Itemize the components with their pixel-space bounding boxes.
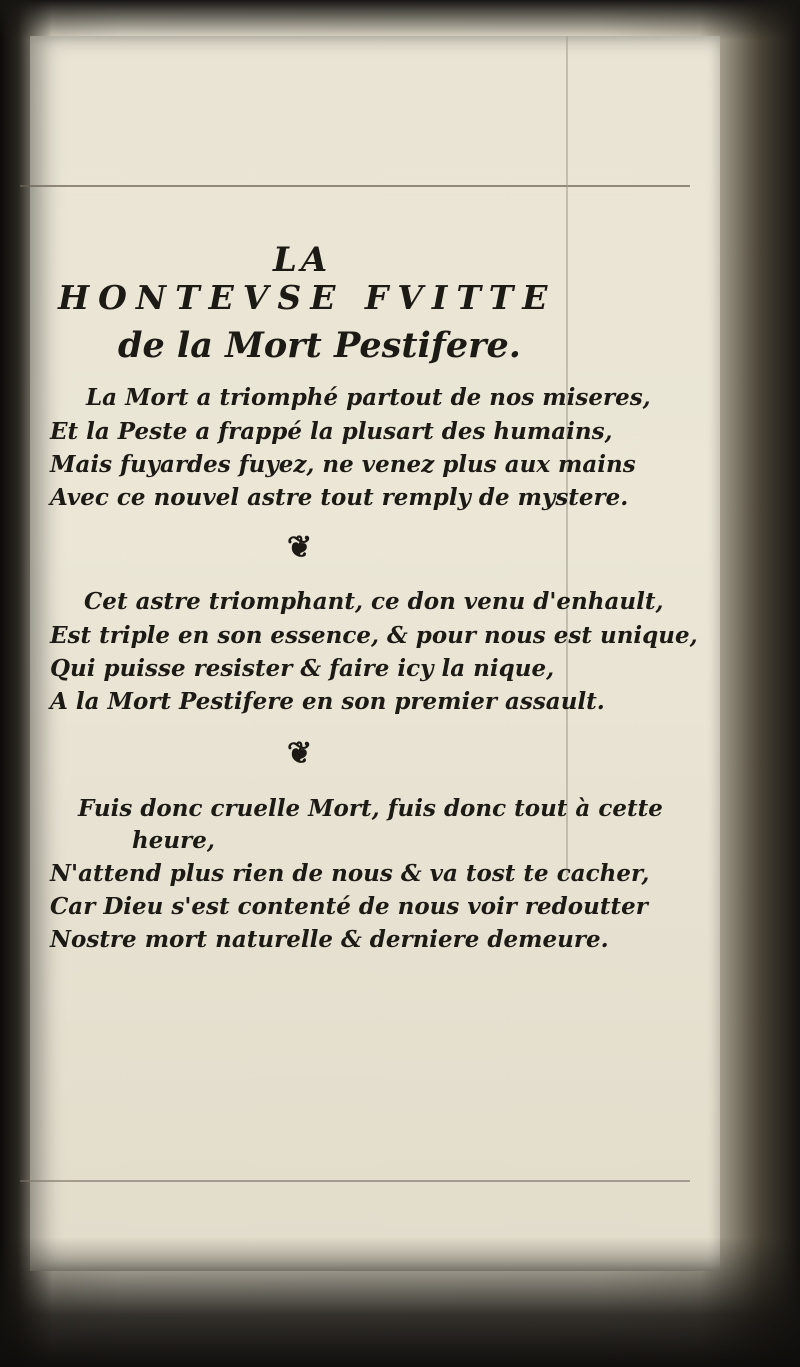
stanza-2-line-4: A la Mort Pestifere en son premier assault. [50,688,605,715]
page-title: HONTEVSE FVITTE [58,278,557,317]
book-top-shadow [0,0,800,40]
stanza-3-line-4: Car Dieu s'est contenté de nous voir redoutter [50,893,648,920]
title-article: LA [273,240,332,280]
stanza-3-line-3: N'attend plus rien de nous & va tost te cacher, [50,860,650,887]
stanza-3-line-5: Nostre mort naturelle & derniere demeure. [50,926,609,953]
stanza-1-line-4: Avec ce nouvel astre tout remply de mystere. [50,484,629,511]
page [30,36,720,1271]
page-rule-top [20,185,690,187]
fleuron-ornament-icon: ❦ [287,530,313,565]
book-bottom-shadow [0,1237,800,1367]
stanza-1-line-2: Et la Peste a frappé la plusart des humains, [50,418,613,445]
fleuron-ornament-icon: ❦ [287,736,313,771]
stanza-1-line-3: Mais fuyardes fuyez, ne venez plus aux mains [50,451,636,478]
stanza-2-line-3: Qui puisse resister & faire icy la nique, [50,655,555,682]
page-subtitle: de la Mort Pestifere. [118,325,521,366]
page-rule-bottom [20,1180,690,1182]
stanza-2-line-2: Est triple en son essence, & pour nous est unique, [50,622,698,649]
stanza-3-line-1: Fuis donc cruelle Mort, fuis donc tout à cette [78,795,663,822]
stanza-3-line-2: heure, [132,827,215,854]
stanza-2-line-1: Cet astre triomphant, ce don venu d'enhault, [84,588,664,615]
stanza-1-line-1: La Mort a triomphé partout de nos miseres, [86,384,651,411]
